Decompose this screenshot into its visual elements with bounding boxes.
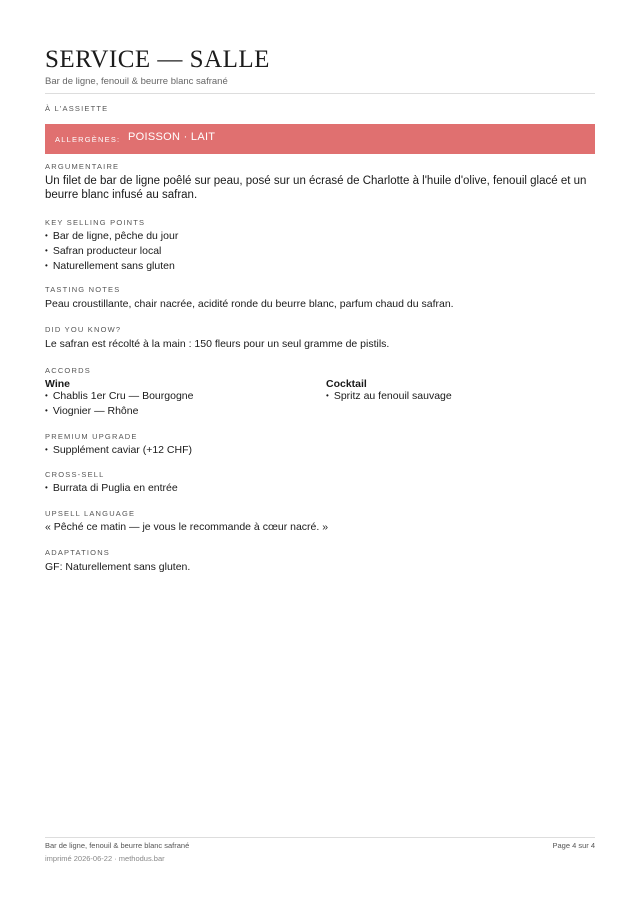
page-number: Page 4 sur 4	[552, 841, 595, 850]
tasting-notes-text: Peau croustillante, chair nacrée, acidité ronde du beurre blanc, parfum chaud du safran.	[45, 298, 454, 310]
upsell-language-label: UPSELL LANGUAGE	[45, 509, 136, 518]
did-you-know-text: Le safran est récolté à la main : 150 fleurs pour un seul gramme de pistils.	[45, 338, 390, 350]
page-title: SERVICE — SALLE	[45, 46, 270, 73]
list-item: • Supplément caviar (+12 CHF)	[45, 444, 192, 456]
list-item: • Bar de ligne, pêche du jour	[45, 230, 178, 242]
allergen-label: ALLERGÈNES:	[55, 135, 121, 144]
cocktail-heading: Cocktail	[326, 378, 367, 390]
cross-sell-label: CROSS-SELL	[45, 470, 105, 479]
menu-sheet-page	[45, 0, 595, 905]
list-item: • Chablis 1er Cru — Bourgogne	[45, 390, 193, 402]
argumentaire-label: ARGUMENTAIRE	[45, 162, 120, 171]
footer-divider	[45, 837, 595, 838]
list-item: • Naturellement sans gluten	[45, 260, 175, 272]
list-item: • Spritz au fenouil sauvage	[326, 390, 452, 402]
allergen-banner	[45, 124, 595, 154]
tasting-notes-label: TASTING NOTES	[45, 285, 121, 294]
plate-label: À L'ASSIETTE	[45, 104, 109, 113]
list-item: • Burrata di Puglia en entrée	[45, 482, 178, 494]
key-selling-points-label: KEY SELLING POINTS	[45, 218, 146, 227]
did-you-know-label: DID YOU KNOW?	[45, 325, 122, 334]
page-subtitle: Bar de ligne, fenouil & beurre blanc safrané	[45, 76, 228, 87]
header-divider	[45, 93, 595, 94]
argumentaire-text: Un filet de bar de ligne poêlé sur peau, posé sur un écrasé de Charlotte à l'huile d'olive, fenouil glacé et un beurre blanc infusé au safran.	[45, 175, 587, 201]
footer-printed: imprimé 2026-06-22 · methodus.bar	[45, 854, 165, 863]
list-item: • Viognier — Rhône	[45, 405, 138, 417]
adaptations-label: ADAPTATIONS	[45, 548, 111, 557]
list-item: • Safran producteur local	[45, 245, 161, 257]
wine-heading: Wine	[45, 378, 70, 390]
footer-dish: Bar de ligne, fenouil & beurre blanc safrané	[45, 841, 190, 850]
premium-upgrade-label: PREMIUM UPGRADE	[45, 432, 138, 441]
accords-label: ACCORDS	[45, 366, 91, 375]
adaptations-text: GF: Naturellement sans gluten.	[45, 561, 191, 573]
allergen-value: POISSON · LAIT	[128, 131, 216, 143]
upsell-language-text: « Pêché ce matin — je vous le recommande à cœur nacré. »	[45, 521, 329, 533]
